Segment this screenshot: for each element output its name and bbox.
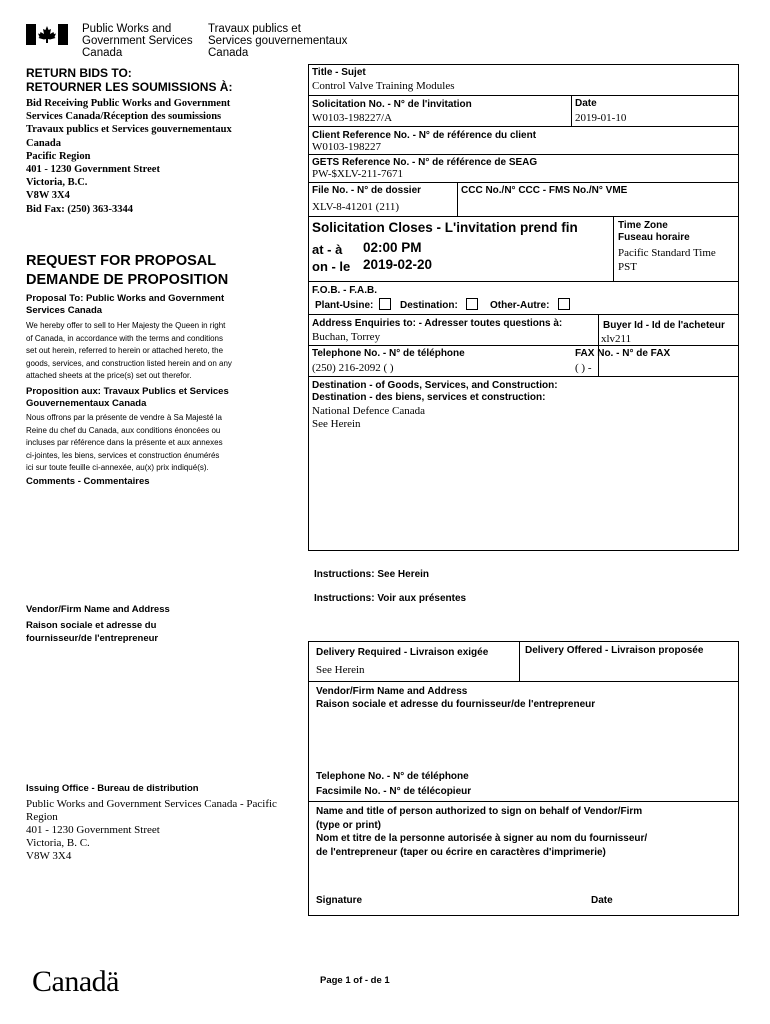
ccc-number-label: CCC No./N° CCC - FMS No./N° VME [461, 185, 628, 196]
vendor-firm-label-fr: Raison sociale et adresse du [26, 620, 157, 631]
issuing-address-line: Public Works and Government Services Canada - Pacific [26, 798, 277, 810]
buyer-id-label: Buyer Id - Id de l'acheteur [603, 320, 725, 331]
address-enquiries-label: Address Enquiries to: - Adresser toutes questions à: [312, 318, 563, 329]
plant-label: Plant-Usine: [315, 300, 374, 311]
destination-label-line: Destination - des biens, services et construction: [312, 392, 546, 403]
address-line: Victoria, B.C. [26, 177, 88, 189]
instructions-fr: Instructions: Voir aux présentes [314, 593, 467, 604]
fob-label: F.O.B. - F.A.B. [312, 285, 377, 296]
solicitation-closes-title: Solicitation Closes - L'invitation prend fin [312, 220, 578, 235]
delivery-offered-label: Delivery Offered - Livraison proposée [525, 645, 704, 656]
return-bids-address [26, 97, 232, 216]
offer-text-en-line: We hereby offer to sell to Her Majesty the Queen in right [26, 321, 226, 330]
vendor-firm-label-fr: fournisseur/de l'entrepreneur [26, 633, 159, 644]
authorized-person-label [316, 805, 647, 859]
proposal-to-en-line: Proposal To: Public Works and Government [26, 293, 225, 304]
time-zone-value-line: PST [618, 261, 637, 273]
canada-wordmark: Canadä [32, 965, 119, 998]
plant-checkbox[interactable] [379, 298, 391, 310]
signature-label: Signature [316, 895, 363, 906]
instructions-en: Instructions: See Herein [314, 569, 430, 580]
time-zone-value-line: Pacific Standard Time [618, 247, 716, 259]
issuing-address-line: 401 - 1230 Government Street [26, 824, 160, 836]
issuing-address-line: Victoria, B. C. [26, 837, 90, 849]
vendor-fax-label: Facsimile No. - N° de télécopieur [316, 786, 472, 797]
solicitation-label: Solicitation No. - N° de l'invitation [312, 99, 472, 110]
address-line: Pacific Region [26, 150, 91, 162]
department-name-fr-line: Canada [208, 47, 249, 59]
closing-on-label: on - le [312, 259, 351, 274]
department-name-en-line: Public Works and [82, 23, 172, 35]
gets-reference-label: GETS Reference No. - N° de référence de SEAG [312, 157, 538, 168]
offer-text-fr [26, 412, 223, 475]
offer-text-en-line: set out herein, referred to herein or attached hereto, the [26, 346, 224, 355]
buyer-id-value: xlv211 [601, 333, 632, 345]
title-value: Control Valve Training Modules [312, 80, 455, 92]
authorized-person-input[interactable] [312, 862, 734, 890]
offer-text-fr-line: incluses par référence dans la présente et aux annexes [26, 438, 223, 447]
department-name-fr-line: Services gouvernementaux [208, 35, 348, 47]
vendor-firm-input[interactable] [312, 714, 734, 768]
client-reference-value: W0103-198227 [312, 141, 382, 153]
offer-text-en-line: attached sheets at the price(s) set out therefor. [26, 371, 192, 380]
department-name-en [82, 23, 193, 59]
other-label: Other-Autre: [490, 300, 550, 311]
page-number: Page 1 of - de 1 [320, 975, 390, 986]
title-label: Title - Sujet [312, 67, 366, 78]
telephone-value: (250) 216-2092 ( ) [312, 362, 394, 374]
department-name-en-line: Government Services [82, 35, 193, 47]
offer-text-en [26, 320, 232, 383]
issuing-office-label: Issuing Office - Bureau de distribution [26, 783, 199, 794]
rfp-title-fr: DEMANDE DE PROPOSITION [26, 272, 229, 288]
proposal-to-fr [26, 386, 229, 410]
comments-label: Comments - Commentaires [26, 476, 150, 487]
proposal-to-fr-line: Gouvernementaux Canada [26, 398, 147, 409]
issuing-address-line: Region [26, 811, 58, 823]
offer-text-en-line: of Canada, in accordance with the terms and conditions [26, 333, 224, 343]
closing-at-label: at - à [312, 242, 343, 257]
gets-reference-value: PW-$XLV-211-7671 [312, 168, 404, 180]
date-label: Date [575, 98, 597, 109]
rfp-title-en: REQUEST FOR PROPOSAL [26, 253, 217, 269]
canada-flag-icon [26, 24, 68, 45]
vendor-telephone-label: Telephone No. - N° de téléphone [316, 771, 469, 782]
proposal-to-en-line: Services Canada [26, 305, 103, 316]
authorized-person-label-line: (type or print) [316, 819, 381, 831]
address-line: Travaux publics et Services gouvernementaux [26, 124, 232, 136]
destination-fob-label: Destination: [400, 300, 458, 311]
destination-value-line: See Herein [312, 418, 361, 430]
address-line: V8W 3X4 [26, 190, 70, 202]
file-number-label: File No. - N° de dossier [312, 185, 422, 196]
fax-value: ( ) - [575, 362, 592, 374]
closing-date-value: 2019-02-20 [363, 257, 433, 272]
offer-text-fr-line: Reine du chef du Canada, aux conditions énoncées ou [26, 425, 221, 435]
authorized-person-label-line: Nom et titre de la personne autorisée à signer au nom du fournisseur/ [316, 833, 648, 844]
destination-label [312, 380, 558, 404]
department-name-fr-line: Travaux publics et [208, 23, 301, 35]
offer-text-fr-line: ci-jointes, les biens, services et construction énumérés [26, 450, 220, 460]
destination-value [312, 405, 425, 431]
address-line: 401 - 1230 Government Street [26, 164, 160, 176]
vendor-firm-label-line: Raison sociale et adresse du fournisseur/de l'entrepreneur [316, 699, 596, 710]
solicitation-value: W0103-198227/A [312, 112, 393, 124]
issuing-office-address [26, 798, 277, 863]
time-zone-label [618, 220, 690, 244]
time-zone-value [618, 246, 716, 274]
department-name-en-line: Canada [82, 47, 123, 59]
client-reference-label: Client Reference No. - N° de référence du client [312, 130, 537, 141]
destination-label-line: Destination - of Goods, Services, and Construction: [312, 380, 558, 391]
closing-time-value: 02:00 PM [363, 240, 422, 255]
delivery-required-value: See Herein [316, 664, 365, 676]
address-enquiries-value: Buchan, Torrey [312, 331, 381, 343]
other-checkbox[interactable] [558, 298, 570, 310]
proposal-to-en [26, 293, 224, 317]
signature-date-label: Date [591, 895, 613, 906]
address-line: Canada [26, 137, 62, 149]
telephone-label: Telephone No. - N° de téléphone [312, 348, 465, 359]
address-line: Services Canada/Réception des soumissions [26, 111, 222, 123]
address-line: Bid Receiving Public Works and Government [26, 98, 231, 109]
proposal-to-fr-line: Proposition aux: Travaux Publics et Services [26, 386, 229, 397]
rfp-title [26, 252, 228, 290]
delivery-required-label: Delivery Required - Livraison exigée [316, 647, 489, 658]
vendor-firm-label [316, 685, 595, 711]
file-number-value: XLV-8-41201 (211) [312, 201, 400, 213]
issuing-address-line: V8W 3X4 [26, 850, 72, 862]
offer-text-fr-line: ici sur toute feuille ci-annexée, au(x) prix indiqué(s). [26, 463, 209, 472]
fax-label: FAX No. - N° de FAX [575, 348, 671, 359]
time-zone-label-line: Fuseau horaire [618, 232, 690, 243]
vendor-firm-label-line: Vendor/Firm Name and Address [316, 686, 468, 697]
authorized-person-label-line: de l'entrepreneur (taper ou écrire en caractères d'imprimerie) [316, 846, 606, 858]
destination-value-line: National Defence Canada [312, 405, 425, 417]
return-bids-title-fr: RETOURNER LES SOUMISSIONS À: [26, 80, 233, 94]
return-bids-title [26, 66, 232, 94]
destination-checkbox[interactable] [466, 298, 478, 310]
offer-text-en-line: goods, services, and construction listed herein and on any [26, 358, 232, 368]
offer-text-fr-line: Nous offrons par la présente de vendre à Sa Majesté la [26, 413, 222, 422]
vendor-firm-label-left [26, 603, 170, 645]
time-zone-label-line: Time Zone [618, 220, 668, 231]
authorized-person-label-line: Name and title of person authorized to sign on behalf of Vendor/Firm [316, 806, 643, 817]
department-name-fr [208, 23, 347, 59]
address-line: Bid Fax: (250) 363-3344 [26, 203, 134, 215]
return-bids-title-en: RETURN BIDS TO: [26, 66, 132, 80]
date-value: 2019-01-10 [575, 112, 627, 124]
vendor-firm-label-en: Vendor/Firm Name and Address [26, 604, 170, 615]
